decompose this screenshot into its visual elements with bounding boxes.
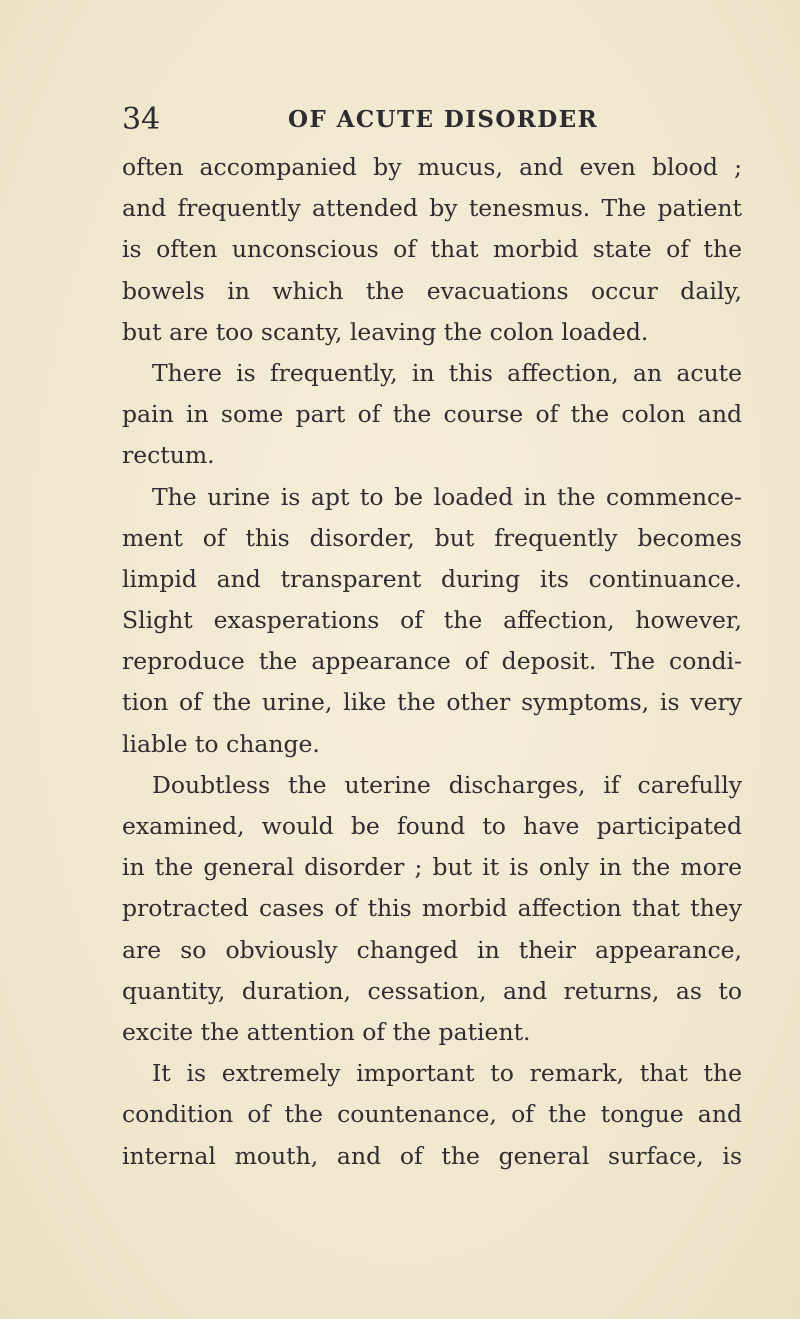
text-line: rectum.: [122, 441, 215, 470]
paragraph-start-line: Doubtless the uterine discharges, if carefully: [152, 770, 742, 799]
text-line: limpid and transparent during its continuance.: [122, 564, 742, 593]
running-head: OF ACUTE DISORDER: [288, 106, 599, 133]
page-number: 34: [122, 102, 161, 137]
text-line: condition of the countenance, of the tongue and: [122, 1100, 742, 1129]
text-line: are so obviously changed in their appearance,: [122, 935, 742, 964]
body-text: [122, 147, 742, 1177]
text-line: but are too scanty, leaving the colon loaded.: [122, 317, 649, 346]
text-line: ment of this disorder, but frequently becomes: [122, 523, 742, 552]
text-line: excite the attention of the patient.: [122, 1017, 531, 1046]
text-line: reproduce the appearance of deposit. The condi-: [122, 647, 742, 676]
text-line: tion of the urine, like the other symptoms, is very: [122, 688, 742, 717]
text-line: in the general disorder ; but it is only in the more: [122, 853, 742, 882]
paragraph-start-line: There is frequently, in this affection, an acute: [152, 358, 742, 387]
text-line: examined, would be found to have participated: [122, 812, 742, 840]
text-line: is often unconscious of that morbid state of the: [122, 235, 742, 264]
text-line: and frequently attended by tenesmus. The patient: [122, 194, 742, 223]
text-line: Slight exasperations of the affection, however,: [122, 606, 742, 635]
text-line: quantity, duration, cessation, and returns, as to: [122, 976, 742, 1005]
text-line: internal mouth, and of the general surface, is: [122, 1141, 742, 1170]
paragraph-start-line: The urine is apt to be loaded in the commence-: [152, 482, 742, 511]
page-header: [122, 100, 742, 140]
text-line: liable to change.: [122, 729, 320, 758]
text-line: bowels in which the evacuations occur daily,: [122, 276, 742, 305]
text-line: protracted cases of this morbid affection that they: [122, 894, 742, 923]
text-line: pain in some part of the course of the colon and: [122, 400, 742, 429]
paragraph-start-line: It is extremely important to remark, that the: [152, 1059, 742, 1088]
text-line: often accompanied by mucus, and even blood ;: [122, 153, 742, 181]
